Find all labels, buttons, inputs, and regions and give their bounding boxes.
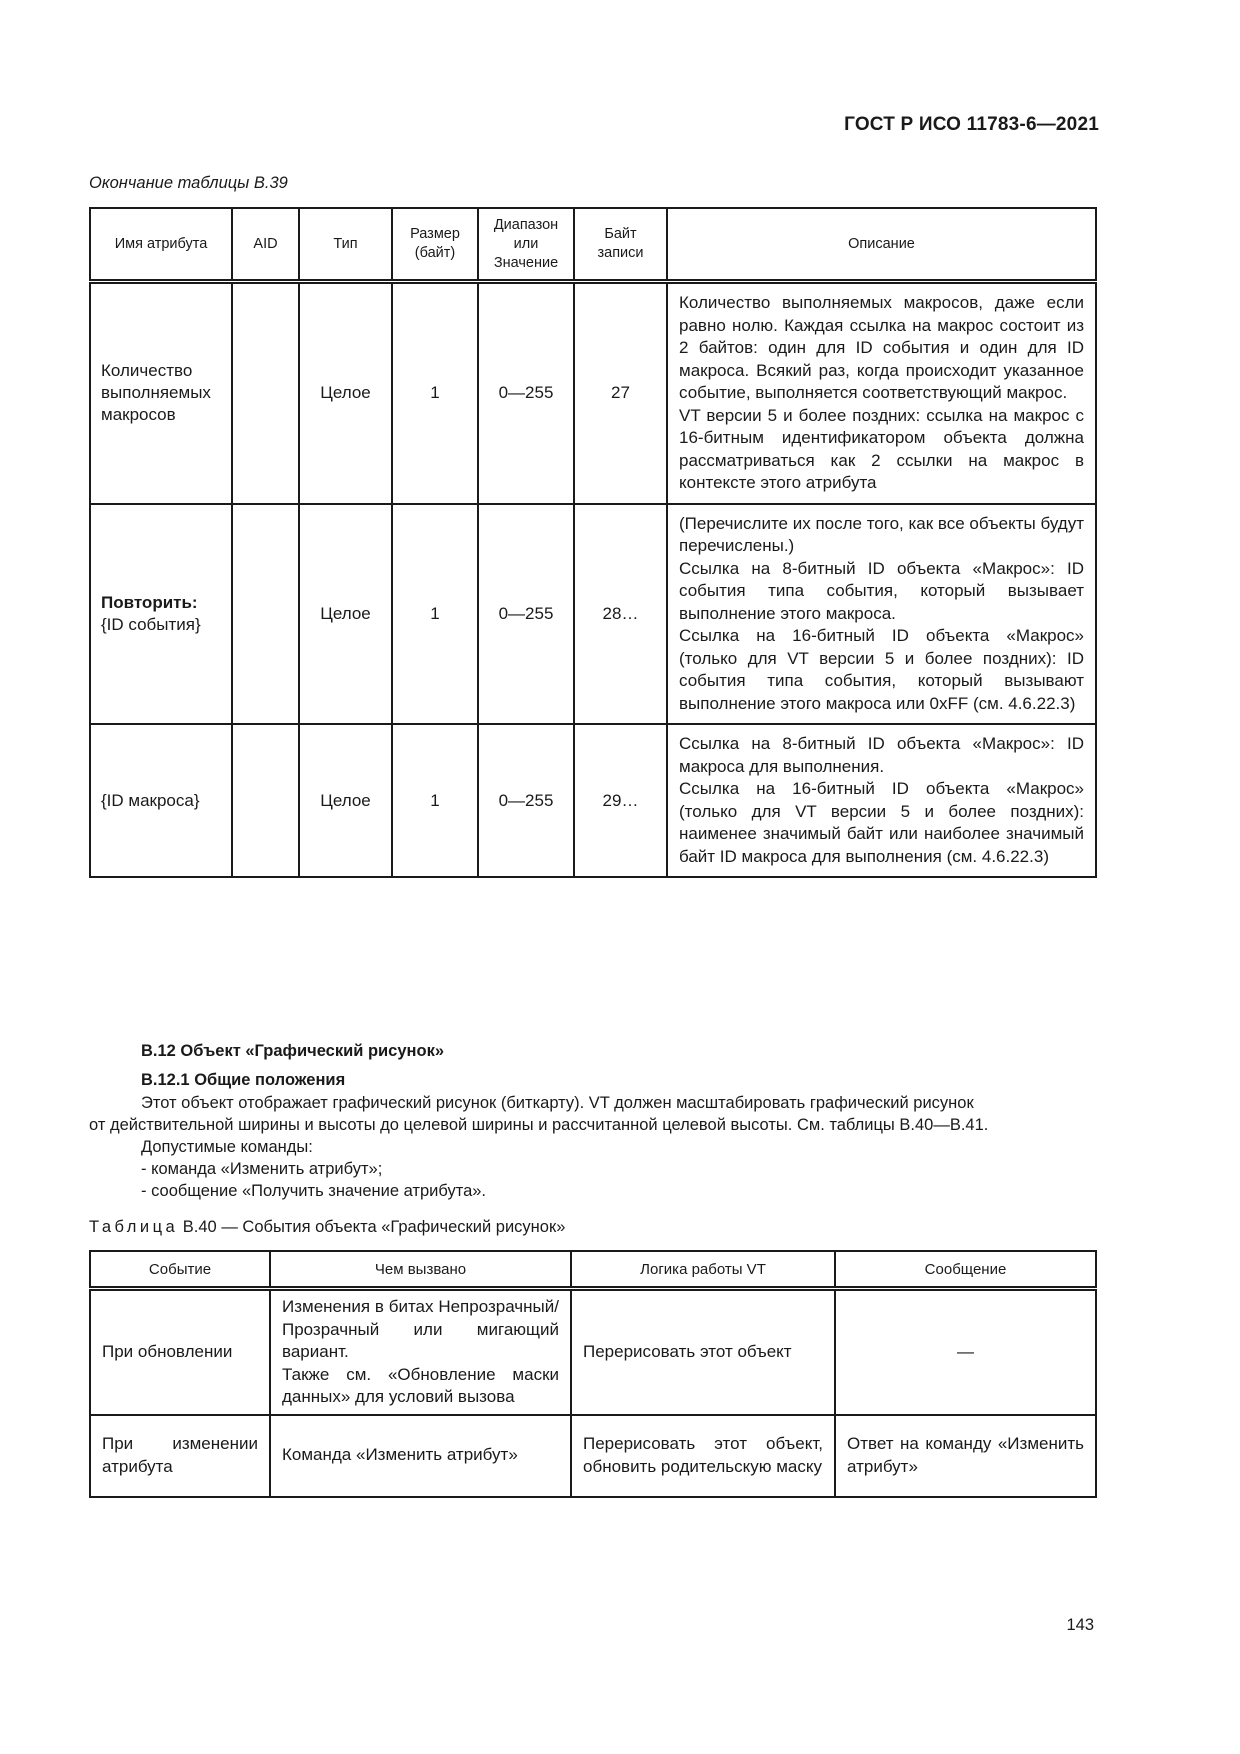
cell-aid	[232, 282, 299, 504]
cell-record-byte: 27	[574, 282, 667, 504]
cell-type: Целое	[299, 504, 392, 725]
table-row	[90, 282, 1096, 504]
cell-event: При обновлении	[90, 1289, 270, 1415]
list-item: - команда «Изменить атрибут»;	[141, 1160, 383, 1178]
cell-type: Целое	[299, 724, 392, 877]
cell-attribute-name: {ID макроса}	[90, 724, 232, 877]
cell-message: Ответ на команду «Изменить атрибут»	[835, 1415, 1096, 1497]
header-type: Тип	[299, 208, 392, 282]
cell-description: Количество выполняемых макросов, даже если равно нолю. Каждая ссылка на макрос состоит из 2 байтов: один для ID события и один для ID макроса. Всякий раз, когда происходит указанное событие, выполняется соответствующий макрос. VT версии 5 и более поздних: ссылка на макрос с 16-битным идентификатором объекта должна рассматриваться как 2 ссылки на макрос в контексте этого атрибута	[667, 282, 1096, 504]
header-event: Событие	[90, 1251, 270, 1289]
cell-message: —	[835, 1289, 1096, 1415]
cell-type: Целое	[299, 282, 392, 504]
cell-event: При изменении атрибута	[90, 1415, 270, 1497]
header-range: Диапазон или Значение	[478, 208, 574, 282]
table-b39	[89, 207, 1097, 878]
cell-size: 1	[392, 282, 478, 504]
subsection-heading: В.12.1 Общие положения	[141, 1071, 346, 1089]
cell-description: (Перечислите их после того, как все объекты будут перечислены.) Ссылка на 8-битный ID объекта «Макрос»: ID события типа события, который вызывает выполнение этого макроса. Ссылка на 16-битный ID объекта «Макрос» (только для VT версии 5 и более поздних): ID события типа события, который вызывают выполнение этого макроса или 0xFF (см. 4.6.22.3)	[667, 504, 1096, 725]
paragraph-line: Допустимые команды:	[141, 1138, 313, 1156]
paragraph-line: Этот объект отображает графический рисунок (биткарту). VT должен масштабировать графический рисунок	[141, 1094, 974, 1112]
table-row	[90, 504, 1096, 725]
cell-logic: Перерисовать этот объект	[571, 1289, 835, 1415]
page-number: 143	[1066, 1616, 1094, 1634]
section-heading: В.12 Объект «Графический рисунок»	[141, 1042, 445, 1060]
table-row	[90, 724, 1096, 877]
header-logic: Логика работы VT	[571, 1251, 835, 1289]
cell-record-byte: 28…	[574, 504, 667, 725]
cell-range: 0—255	[478, 504, 574, 725]
paragraph-line: от действительной ширины и высоты до целевой ширины и рассчитанной целевой высоты. См. таблицы В.40—В.41.	[89, 1116, 989, 1134]
header-record-byte: Байт записи	[574, 208, 667, 282]
header-size: Размер (байт)	[392, 208, 478, 282]
table-header-row	[90, 208, 1096, 282]
table-continuation-caption: Окончание таблицы В.39	[89, 174, 288, 192]
table-header-row	[90, 1251, 1096, 1289]
table-row	[90, 1415, 1096, 1497]
header-cause: Чем вызвано	[270, 1251, 571, 1289]
cell-cause: Команда «Изменить атрибут»	[270, 1415, 571, 1497]
cell-record-byte: 29…	[574, 724, 667, 877]
cell-attribute-name: Количество выполняемых макросов	[90, 282, 232, 504]
table-title: Таблица В.40 — События объекта «Графический рисунок»	[89, 1218, 566, 1236]
table-b40	[89, 1250, 1097, 1498]
table-row	[90, 1289, 1096, 1415]
header-message: Сообщение	[835, 1251, 1096, 1289]
header-aid: AID	[232, 208, 299, 282]
cell-range: 0—255	[478, 724, 574, 877]
cell-aid	[232, 504, 299, 725]
cell-attribute-name: Повторить: {ID события}	[90, 504, 232, 725]
cell-cause: Изменения в битах Непрозрачный/Прозрачный или мигающий вариант. Также см. «Обновление маски данных» для условий вызова	[270, 1289, 571, 1415]
document-code: ГОСТ Р ИСО 11783-6—2021	[844, 114, 1099, 135]
header-description: Описание	[667, 208, 1096, 282]
list-item: - сообщение «Получить значение атрибута».	[141, 1182, 487, 1200]
cell-logic: Перерисовать этот объект, обновить родительскую маску	[571, 1415, 835, 1497]
cell-description: Ссылка на 8-битный ID объекта «Макрос»: ID макроса для выполнения. Ссылка на 16-битный ID объекта «Макрос» (только для VT версии 5 и более поздних): наименее значимый байт или наиболее значимый байт ID макроса для выполнения (см. 4.6.22.3)	[667, 724, 1096, 877]
cell-range: 0—255	[478, 282, 574, 504]
header-attribute-name: Имя атрибута	[90, 208, 232, 282]
cell-aid	[232, 724, 299, 877]
cell-size: 1	[392, 724, 478, 877]
cell-size: 1	[392, 504, 478, 725]
